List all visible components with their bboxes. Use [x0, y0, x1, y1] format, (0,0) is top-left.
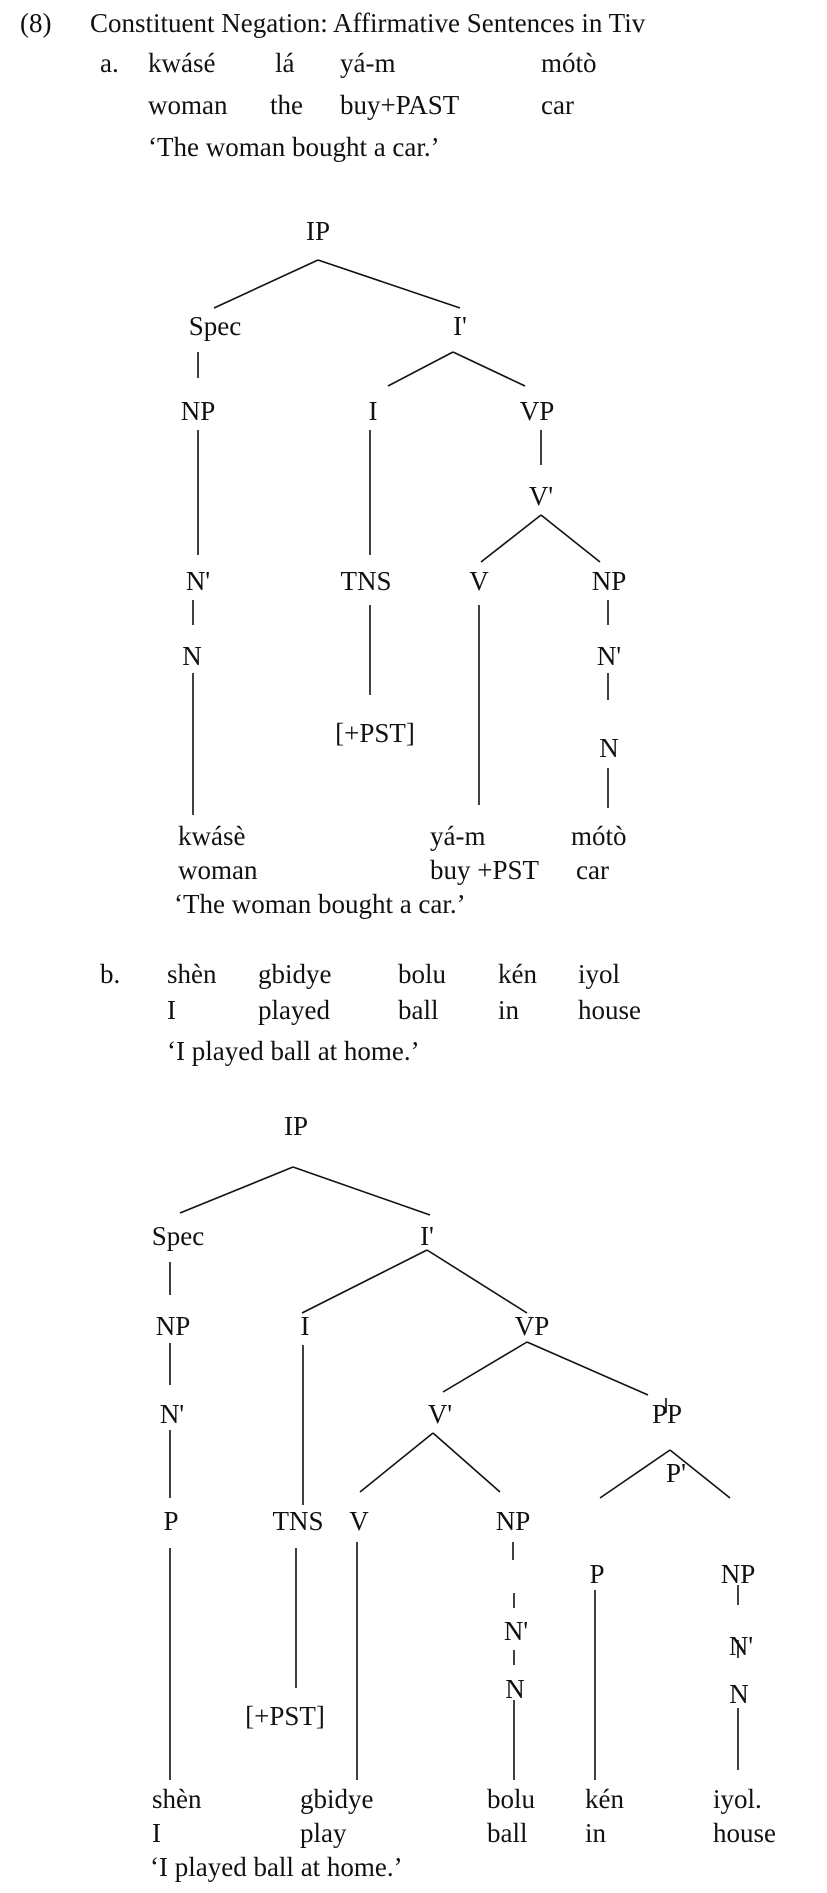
tree-a-node: I'	[453, 311, 467, 341]
tree-a-leaf: yá-m	[430, 821, 486, 851]
tree-b-leaf-gloss: house	[713, 1818, 776, 1848]
b-word: shèn	[167, 959, 217, 989]
a-gloss: car	[541, 90, 574, 120]
tree-b-leaf: iyol.	[713, 1784, 762, 1814]
a-word: lá	[275, 48, 295, 78]
tree-a	[174, 216, 627, 919]
tree-b-leaf-gloss: in	[585, 1818, 607, 1848]
tree-a-node: TNS	[340, 566, 392, 596]
a-letter: a.	[100, 48, 119, 78]
tree-b-node: NP	[495, 1506, 531, 1536]
tree-b-edge	[427, 1250, 527, 1313]
tree-a-edge	[453, 352, 525, 386]
a-word: mótò	[541, 48, 597, 78]
tree-b-node: PP	[651, 1399, 683, 1429]
b-translation: ‘I played ball at home.’	[167, 1036, 420, 1066]
tree-b-node: NP	[720, 1559, 756, 1589]
tree-a-node: VP	[519, 396, 555, 426]
tree-b	[150, 1111, 776, 1882]
tree-b-node: N	[729, 1679, 749, 1709]
tree-b-node: P	[163, 1506, 179, 1536]
tree-b-leaf: gbidye	[300, 1784, 374, 1814]
tree-b-node: VP	[514, 1311, 550, 1341]
tree-b-edge	[302, 1250, 427, 1313]
tree-b-leaf-gloss: ball	[487, 1818, 528, 1848]
tree-b-node: TNS	[272, 1506, 324, 1536]
tree-a-leaf: kwásè	[178, 821, 246, 851]
tree-a-leaf-gloss: buy +PST	[430, 855, 540, 885]
tree-b-node: I'	[420, 1221, 434, 1251]
tree-b-edge	[443, 1342, 527, 1392]
tree-a-leaf-gloss: car	[576, 855, 609, 885]
tree-b-edge	[527, 1342, 648, 1395]
a-gloss: the	[270, 90, 303, 120]
tree-a-leaf-gloss: woman	[178, 855, 258, 885]
b-word: kén	[498, 959, 537, 989]
tree-b-node: N'	[159, 1399, 185, 1429]
tree-b-edge	[180, 1167, 293, 1213]
tree-b-node: V'	[427, 1399, 453, 1429]
tree-a-node: N	[182, 641, 202, 671]
tree-a-node: N'	[185, 566, 211, 596]
tree-b-node: P	[589, 1559, 605, 1589]
tree-b-node: Spec	[151, 1221, 205, 1251]
tree-a-node: Spec	[188, 311, 242, 341]
tree-b-node: I	[300, 1311, 310, 1341]
tree-a-leaf: mótò	[571, 821, 627, 851]
b-gloss: I	[167, 995, 176, 1025]
tree-b-edge	[600, 1450, 670, 1498]
tree-a-node: V'	[528, 481, 554, 511]
tree-a-node: N'	[596, 641, 622, 671]
tree-b-translation: ‘I played ball at home.’	[150, 1852, 403, 1882]
tree-b-node: NP	[155, 1311, 191, 1341]
tree-a-edge	[318, 260, 460, 308]
tree-a-node: V	[469, 566, 489, 596]
b-gloss: ball	[398, 995, 439, 1025]
tree-a-translation: ‘The woman bought a car.’	[174, 889, 466, 919]
tree-b-leaf-gloss: play	[300, 1818, 347, 1848]
tree-b-edge	[360, 1433, 433, 1492]
a-gloss: buy+PAST	[340, 90, 460, 120]
b-word: iyol	[578, 959, 621, 989]
b-gloss: played	[258, 995, 330, 1025]
tree-b-edge	[433, 1433, 500, 1492]
tree-b-node: N'	[728, 1631, 754, 1661]
tree-b-leaf: kén	[585, 1784, 624, 1814]
tree-a-node: [+PST]	[335, 718, 415, 748]
a-gloss: woman	[148, 90, 228, 120]
tree-b-node: V	[349, 1506, 369, 1536]
tree-b-leaf: shèn	[152, 1784, 202, 1814]
b-word: gbidye	[258, 959, 332, 989]
tree-b-node: P'	[666, 1458, 686, 1488]
tree-a-node: NP	[591, 566, 627, 596]
example-number: (8)	[20, 8, 52, 38]
a-translation: ‘The woman bought a car.’	[148, 132, 440, 162]
b-gloss: in	[498, 995, 520, 1025]
b-gloss: house	[578, 995, 641, 1025]
b-word: bolu	[398, 959, 447, 989]
example-title: Constituent Negation: Affirmative Sentences in Tiv	[90, 8, 646, 38]
tree-a-node: N	[599, 733, 619, 763]
tree-a-node: I	[368, 396, 378, 426]
tree-b-node: N	[505, 1674, 525, 1704]
a-word: yá-m	[340, 48, 396, 78]
tree-b-node: IP	[283, 1111, 309, 1141]
tree-a-node: IP	[305, 216, 331, 246]
a-word: kwásé	[148, 48, 216, 78]
tree-a-edge	[481, 515, 541, 562]
b-letter: b.	[100, 959, 121, 989]
tree-b-node: N'	[503, 1616, 529, 1646]
tree-a-edge	[388, 352, 453, 386]
tree-b-node: [+PST]	[245, 1701, 325, 1731]
tree-b-leaf: bolu	[487, 1784, 536, 1814]
tree-b-edge	[293, 1167, 430, 1215]
tree-a-node: NP	[180, 396, 216, 426]
tree-b-leaf-gloss: I	[152, 1818, 161, 1848]
tree-a-edge	[541, 515, 600, 562]
tree-a-edge	[214, 260, 318, 308]
